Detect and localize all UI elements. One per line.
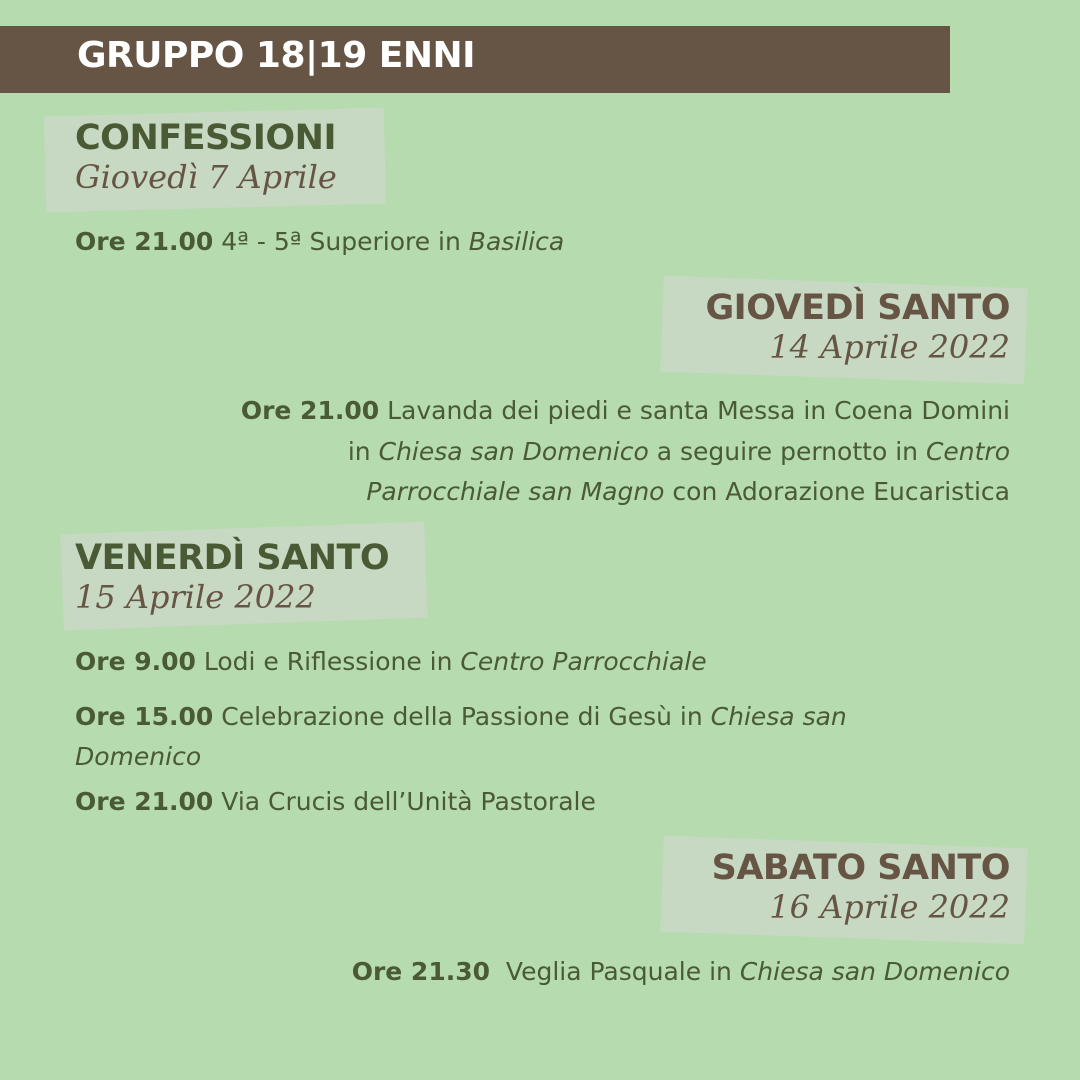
event-sabato-santo-1: Ore 21.30 Veglia Pasquale in Chiesa san Domenico bbox=[351, 957, 1010, 986]
event-venerdi-santo-2-cont: Domenico bbox=[75, 742, 202, 771]
section-date-venerdi-santo: 15 Aprile 2022 bbox=[75, 578, 316, 616]
section-date-giovedi-santo: 14 Aprile 2022 bbox=[769, 328, 1010, 366]
section-title-venerdi-santo: VENERDÌ SANTO bbox=[75, 538, 390, 578]
banner-title: GRUPPO 18|19 ENNI bbox=[77, 35, 476, 76]
section-title-giovedi-santo: GIOVEDÌ SANTO bbox=[705, 288, 1010, 328]
event-venerdi-santo-2: Ore 15.00 Celebrazione della Passione di Gesù in Chiesa san bbox=[75, 702, 847, 731]
event-giovedi-santo-line2: in Chiesa san Domenico a seguire pernotto in Centro bbox=[347, 437, 1010, 466]
event-confessioni-1: Ore 21.00 4ª - 5ª Superiore in Basilica bbox=[75, 227, 565, 256]
event-giovedi-santo-line3: Parrocchiale san Magno con Adorazione Eucaristica bbox=[366, 477, 1010, 506]
event-venerdi-santo-1: Ore 9.00 Lodi e Riflessione in Centro Parrocchiale bbox=[75, 647, 707, 676]
section-date-sabato-santo: 16 Aprile 2022 bbox=[769, 888, 1010, 926]
event-venerdi-santo-3: Ore 21.00 Via Crucis dell’Unità Pastorale bbox=[75, 787, 596, 816]
event-giovedi-santo-line1: Ore 21.00 Lavanda dei piedi e santa Messa in Coena Domini bbox=[240, 396, 1010, 425]
section-title-confessioni: CONFESSIONI bbox=[75, 118, 336, 158]
section-title-sabato-santo: SABATO SANTO bbox=[711, 848, 1010, 888]
section-date-confessioni: Giovedì 7 Aprile bbox=[75, 158, 337, 196]
